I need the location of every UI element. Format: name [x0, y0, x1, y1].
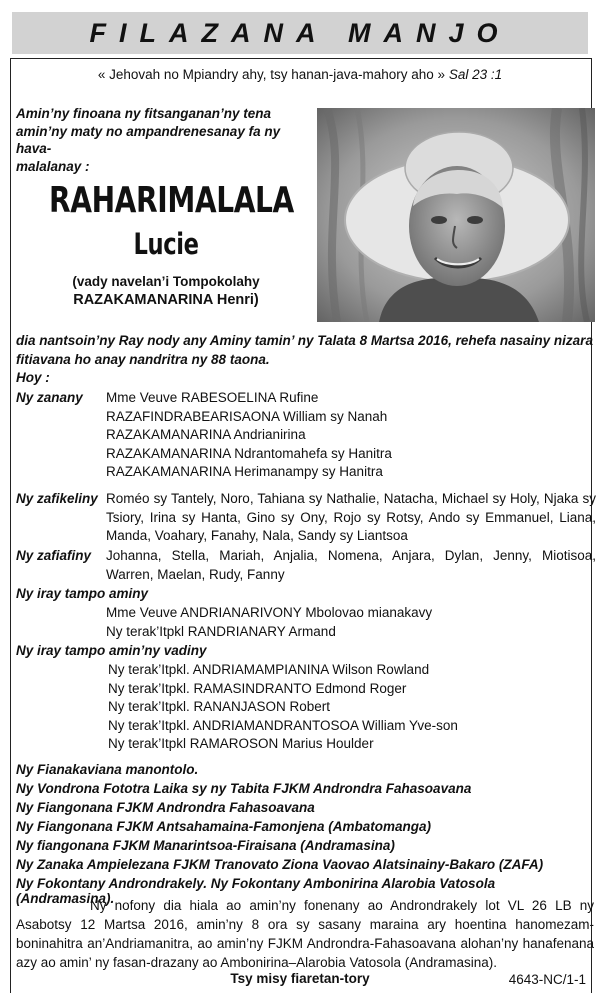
- organization-line: Ny fiangonana FJKM Manarintsoa-Firaisana (Andramasina): [16, 838, 395, 853]
- death-notice: [16, 332, 594, 388]
- death-notice-line: dia nantsoin’ny Ray nody any Aminy tamin’ ny Talata 8 Martsa 2016, rehefa nasainy nizara: [16, 333, 593, 348]
- list-item: Ny terak’Itpkl RAMAROSON Marius Houlder: [108, 736, 374, 752]
- list-item: RAZAFINDRABEARISAONA William sy Nanah: [106, 408, 388, 424]
- list-item: Ny terak’Itpkl. ANDRIAMAMPIANINA Wilson Rowland: [108, 662, 430, 677]
- intro-line: amin’ny maty no ampandrenesanay fa ny hava-: [16, 123, 281, 156]
- organization-line: Ny Fiangonana FJKM Antsahamaina-Famonjena (Ambatomanga): [16, 819, 432, 834]
- intro-text: [16, 105, 316, 175]
- spouse-siblings-label: Ny iray tampo amin’ny vadiny: [16, 643, 207, 658]
- deceased-surname: RAHARIMALALA: [49, 180, 294, 221]
- siblings-list: [106, 604, 432, 641]
- great-grandchildren-text: Johanna, Stella, Mariah, Anjalia, Nomena, Anjara, Dylan, Jenny, Miotisoa, Warren, Maelan, Rudy, Fanny: [106, 548, 596, 582]
- list-item: Ny terak’Itpkl. ANDRIAMANDRANTOSOA William Yve-son: [108, 717, 458, 733]
- great-grandchildren-label: Ny zafiafiny: [16, 548, 92, 563]
- reference-code: 4643-NC/1-1: [508, 972, 586, 987]
- intro-line: Amin’ny finoana ny fitsanganan’ny tena: [16, 106, 272, 121]
- footer-note: Tsy misy fiaretan-tory: [230, 971, 370, 986]
- header-banner: [12, 12, 588, 54]
- verse-reference: Sal 23 :1: [448, 67, 503, 82]
- siblings-label: Ny iray tampo aminy: [16, 586, 149, 601]
- organization-line: Ny Fiangonana FJKM Androndra Fahasoavana: [16, 800, 315, 815]
- grandchildren-label: Ny zafikeliny: [16, 491, 98, 506]
- list-item: Mme Veuve RABESOELINA Rufine: [106, 390, 319, 405]
- spouse-intro: (vady navelan’i Tompokolahy: [72, 274, 260, 289]
- list-item: Ny terak’Itpkl. RAMASINDRANTO Edmond Roger: [108, 680, 407, 696]
- children-list: [106, 389, 392, 482]
- list-item: RAZAKAMANARINA Ndrantomahefa sy Hanitra: [106, 445, 392, 461]
- list-item: RAZAKAMANARINA Herimanampy sy Hanitra: [106, 464, 383, 480]
- portrait-photo: [317, 108, 595, 322]
- spouse-name: RAZAKAMANARINA Henri): [73, 292, 259, 308]
- list-item: Mme Veuve ANDRIANARIVONY Mbolovao mianakavy: [106, 605, 433, 620]
- hoy-label: Hoy :: [16, 370, 50, 385]
- intro-line: malalanay :: [16, 158, 90, 174]
- verse-text: « Jehovah no Mpiandry ahy, tsy hanan-java-mahory aho »: [97, 67, 446, 82]
- organization-line: Ny Fianakaviana manontolo.: [16, 762, 199, 777]
- bible-verse: [0, 67, 600, 82]
- organization-line: Ny Vondrona Fototra Laika sy ny Tabita FJKM Androndra Fahasoavana: [16, 781, 472, 796]
- spouse-siblings-list: [108, 661, 458, 754]
- list-item: Ny terak’Itpkl RANDRIANARY Armand: [106, 623, 336, 639]
- grandchildren-text: Roméo sy Tantely, Noro, Tahiana sy Nathalie, Natacha, Michael sy Holy, Njaka sy Tsiory, Irina sy Hanta, Gino sy Ony, Rojo sy Rotsy, Ando sy Emmanuel, Liana, Manda, Voahary, Fanahy, Nala, Sandy sy Liantsoa: [106, 491, 596, 544]
- organization-line: Ny Zanaka Ampielezana FJKM Tranovato Ziona Vaovao Alatsinainy-Bakaro (ZAFA): [16, 857, 544, 872]
- header-title: FILAZANA MANJO: [89, 17, 511, 48]
- deceased-first-name: Lucie: [133, 227, 199, 261]
- children-label: Ny zanany: [16, 390, 83, 405]
- organization-line: Ny Fokontany Androndrakely. Ny Fokontany Ambonirina Alarobia Vatosola (Andramasina).: [16, 876, 496, 906]
- funeral-details: Ny nofony dia hiala ao amin’ny fonenany ao Androndrakely lot VL 26 LB ny Asabotsy 12 Martsa 2016, amin’ny 8 ora sy sasany maraina ary hoentina hanomezam-boninahitra an’Andriamanitra, ao amin’ny FJKM Androndra-Fahasoavana alohan’ny hanafenana azy ao amin’ ny fasan-drazany ao Ambonirina–Alarobia Vatosola (Andramasina).: [16, 898, 594, 970]
- death-notice-line: fitiavana ho anay nandritra ny 88 taona.: [16, 351, 270, 367]
- list-item: Ny terak’Itpkl. RANANJASON Robert: [108, 699, 331, 715]
- list-item: RAZAKAMANARINA Andrianirina: [106, 427, 306, 443]
